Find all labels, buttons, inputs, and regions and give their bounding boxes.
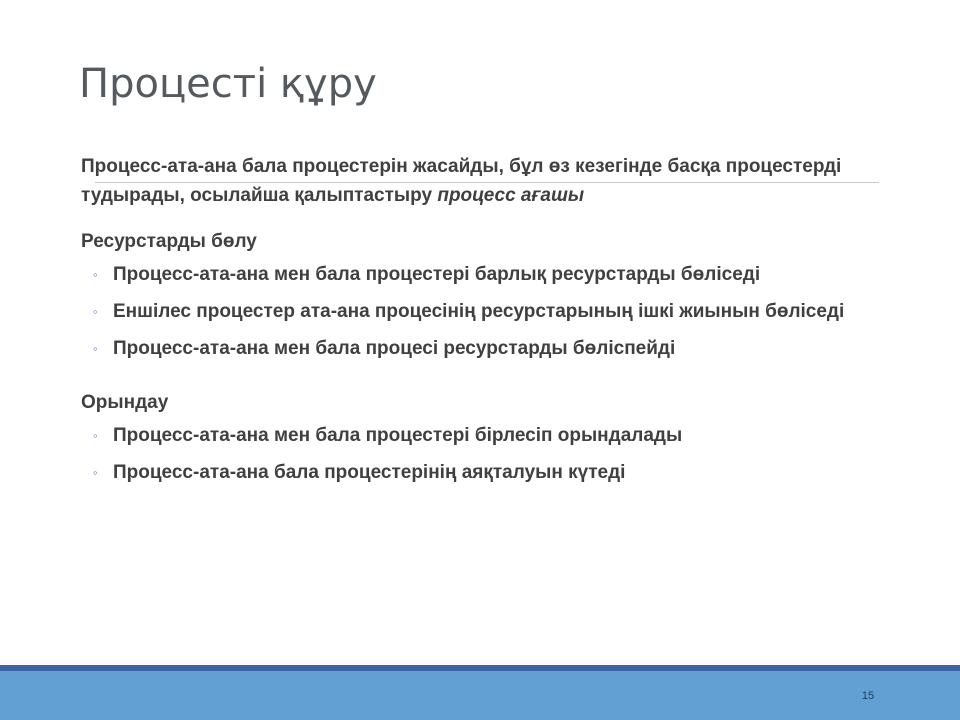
list-item (81, 458, 881, 487)
bullet-list (81, 260, 881, 363)
list-item-text: Процесс-ата-ана мен бала процестері бірлесіп орындалады (113, 425, 683, 446)
list-item-text: Процесс-ата-ана мен бала процесі ресурстарды бөліспейді (113, 338, 676, 359)
section-resource-sharing (81, 227, 881, 363)
slide-title: Процесті құру (79, 61, 377, 107)
bullet-circle-icon: ◦ (93, 304, 98, 319)
list-item-text: Еншілес процестер ата-ана процесінің ресурстарының ішкі жиынын бөліседі (113, 301, 845, 322)
list-item-text: Процесс-ата-ана бала процестерінің аяқталуын күтеді (113, 462, 626, 483)
bullet-circle-icon: ◦ (93, 267, 98, 282)
list-item (81, 334, 881, 363)
footer-band (0, 671, 960, 720)
page-number: 15 (861, 690, 875, 702)
section-heading: Орындау (81, 392, 169, 413)
section-execution (81, 388, 881, 487)
list-item (81, 421, 881, 450)
bullet-circle-icon: ◦ (93, 341, 98, 356)
list-item-text: Процесс-ата-ана мен бала процестері барлық ресурстарды бөліседі (113, 264, 761, 285)
slide-content (81, 152, 881, 487)
section-heading: Ресурстарды бөлу (81, 231, 257, 252)
intro-paragraph (81, 152, 881, 210)
bullet-circle-icon: ◦ (93, 465, 98, 480)
intro-emphasis: процесс ағашы (437, 185, 585, 206)
list-item (81, 260, 881, 289)
list-item (81, 297, 881, 326)
bullet-circle-icon: ◦ (93, 428, 98, 443)
intro-text: Процесс-ата-ана бала процестерін жасайды, бұл өз кезегінде басқа процестерді тудырады, осылайша қалыптастыру (81, 156, 842, 206)
bullet-list (81, 421, 881, 487)
